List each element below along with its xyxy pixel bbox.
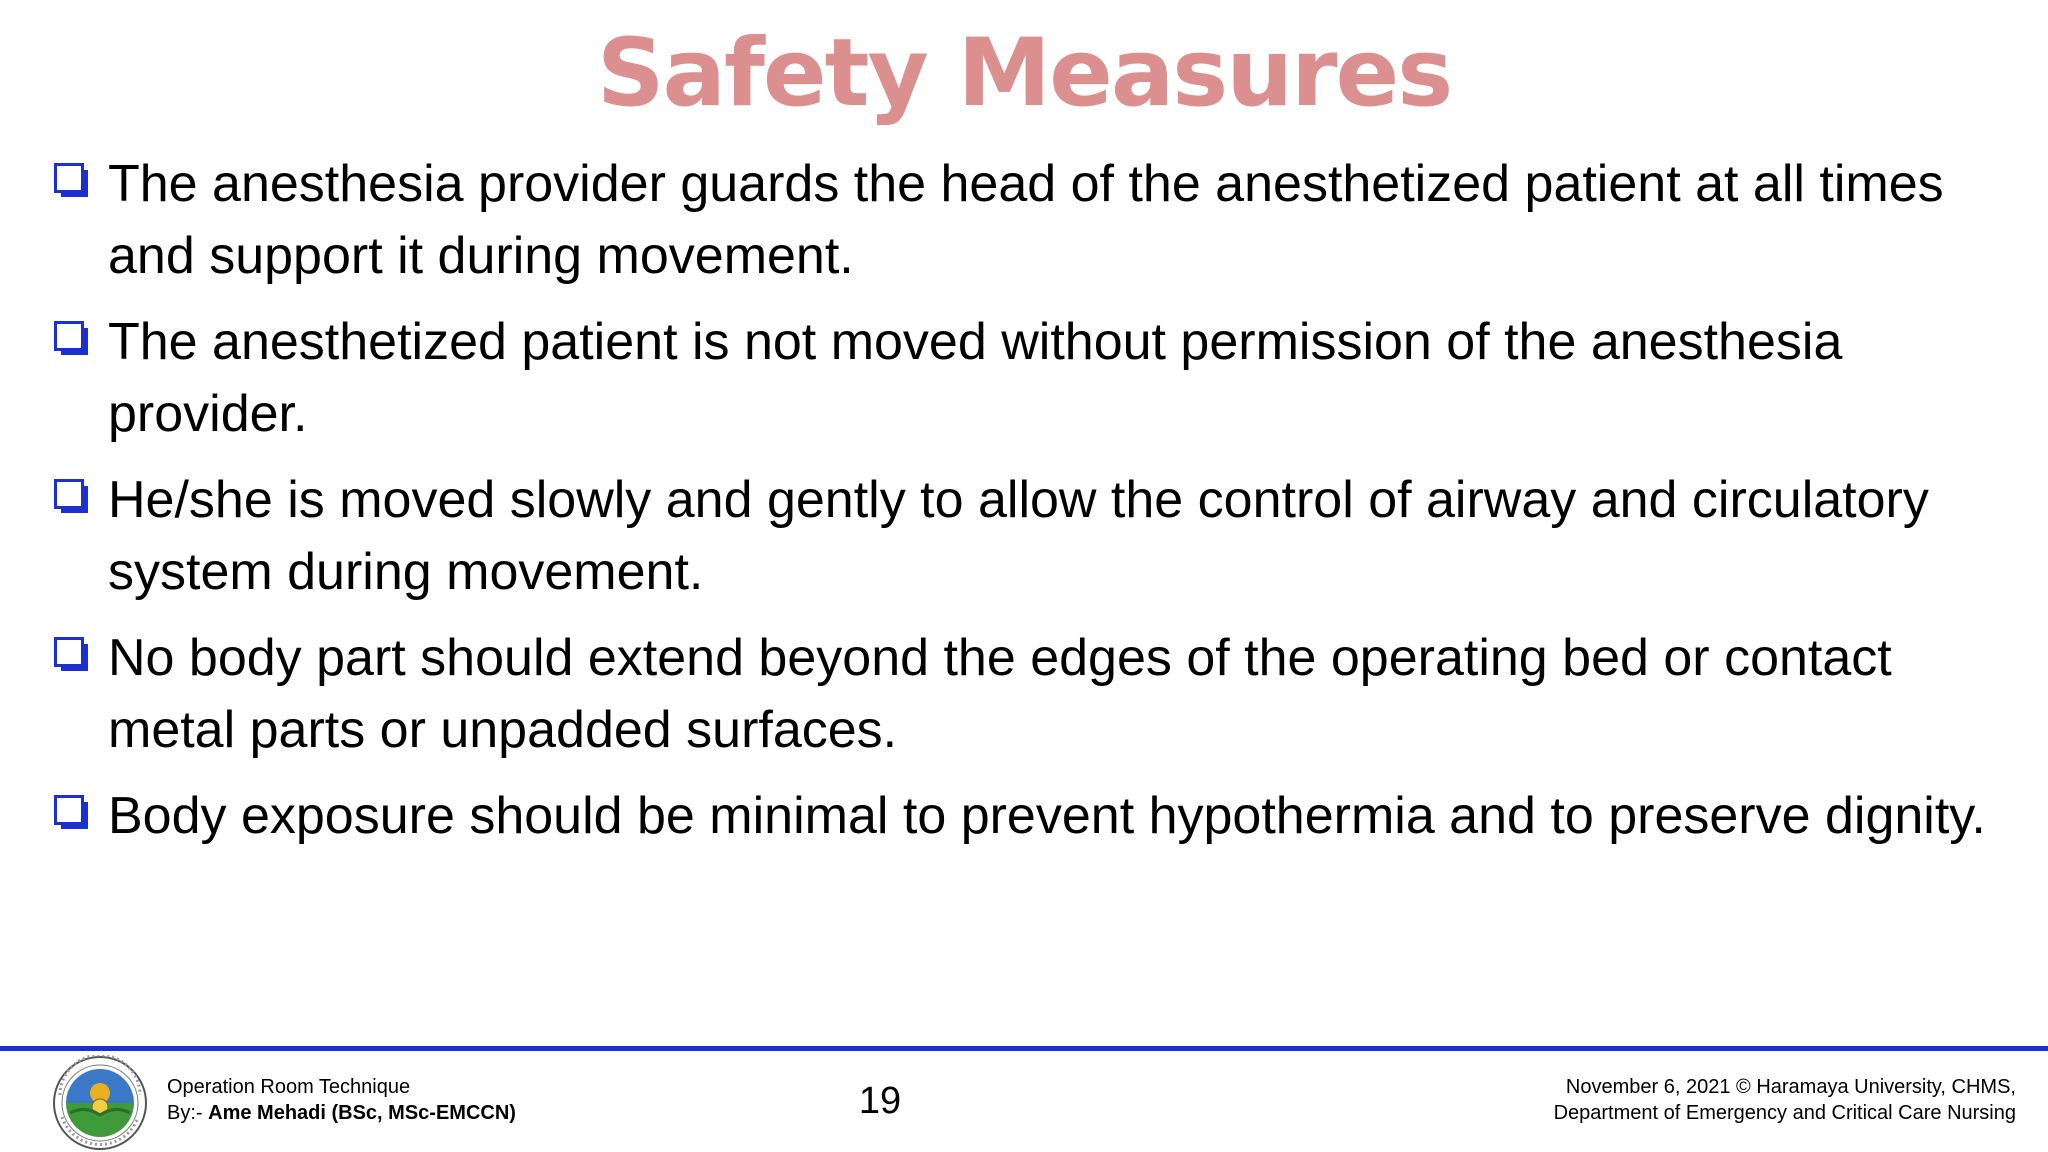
- checkbox-icon: [54, 637, 89, 672]
- date-copyright: November 6, 2021 © Haramaya University, CHMS,: [1565, 1076, 2016, 1098]
- bullet-text: He/she is moved slowly and gently to allow the control of airway and circulatory system during movement.: [108, 471, 1929, 601]
- author-prefix: By:-: [167, 1102, 209, 1124]
- checkbox-icon: [54, 795, 89, 830]
- bullet-text: No body part should extend beyond the edges of the operating bed or contact metal parts or unpadded surfaces.: [108, 629, 1892, 759]
- university-seal-icon: [50, 1055, 150, 1151]
- bullet-text: The anesthesia provider guards the head of the anesthetized patient at all times and support it during movement.: [108, 155, 1944, 285]
- bullet-list: [52, 148, 2012, 866]
- author-name: Ame Mehadi (BSc, MSc-EMCCN): [208, 1102, 516, 1124]
- checkbox-icon: [54, 479, 89, 514]
- bullet-item: [52, 464, 2012, 608]
- bullet-text: The anesthetized patient is not moved without permission of the anesthesia provider.: [108, 313, 1843, 443]
- bullet-item: [52, 148, 2012, 292]
- course-name: Operation Room Technique: [167, 1076, 411, 1098]
- footer-divider: [0, 1046, 2048, 1051]
- page-number: 19: [858, 1080, 902, 1122]
- checkbox-icon: [54, 163, 89, 198]
- footer-institution-info: [1554, 1074, 2016, 1126]
- footer-course-info: [167, 1074, 516, 1126]
- slide-title: Safety Measures: [596, 19, 1452, 128]
- checkbox-icon: [54, 321, 89, 356]
- bullet-item: [52, 780, 2012, 852]
- department-name: Department of Emergency and Critical Care Nursing: [1553, 1102, 2016, 1124]
- bullet-item: [52, 306, 2012, 450]
- bullet-text: Body exposure should be minimal to prevent hypothermia and to preserve dignity.: [108, 787, 1986, 845]
- bullet-item: [52, 622, 2012, 766]
- author-line: [167, 1100, 516, 1126]
